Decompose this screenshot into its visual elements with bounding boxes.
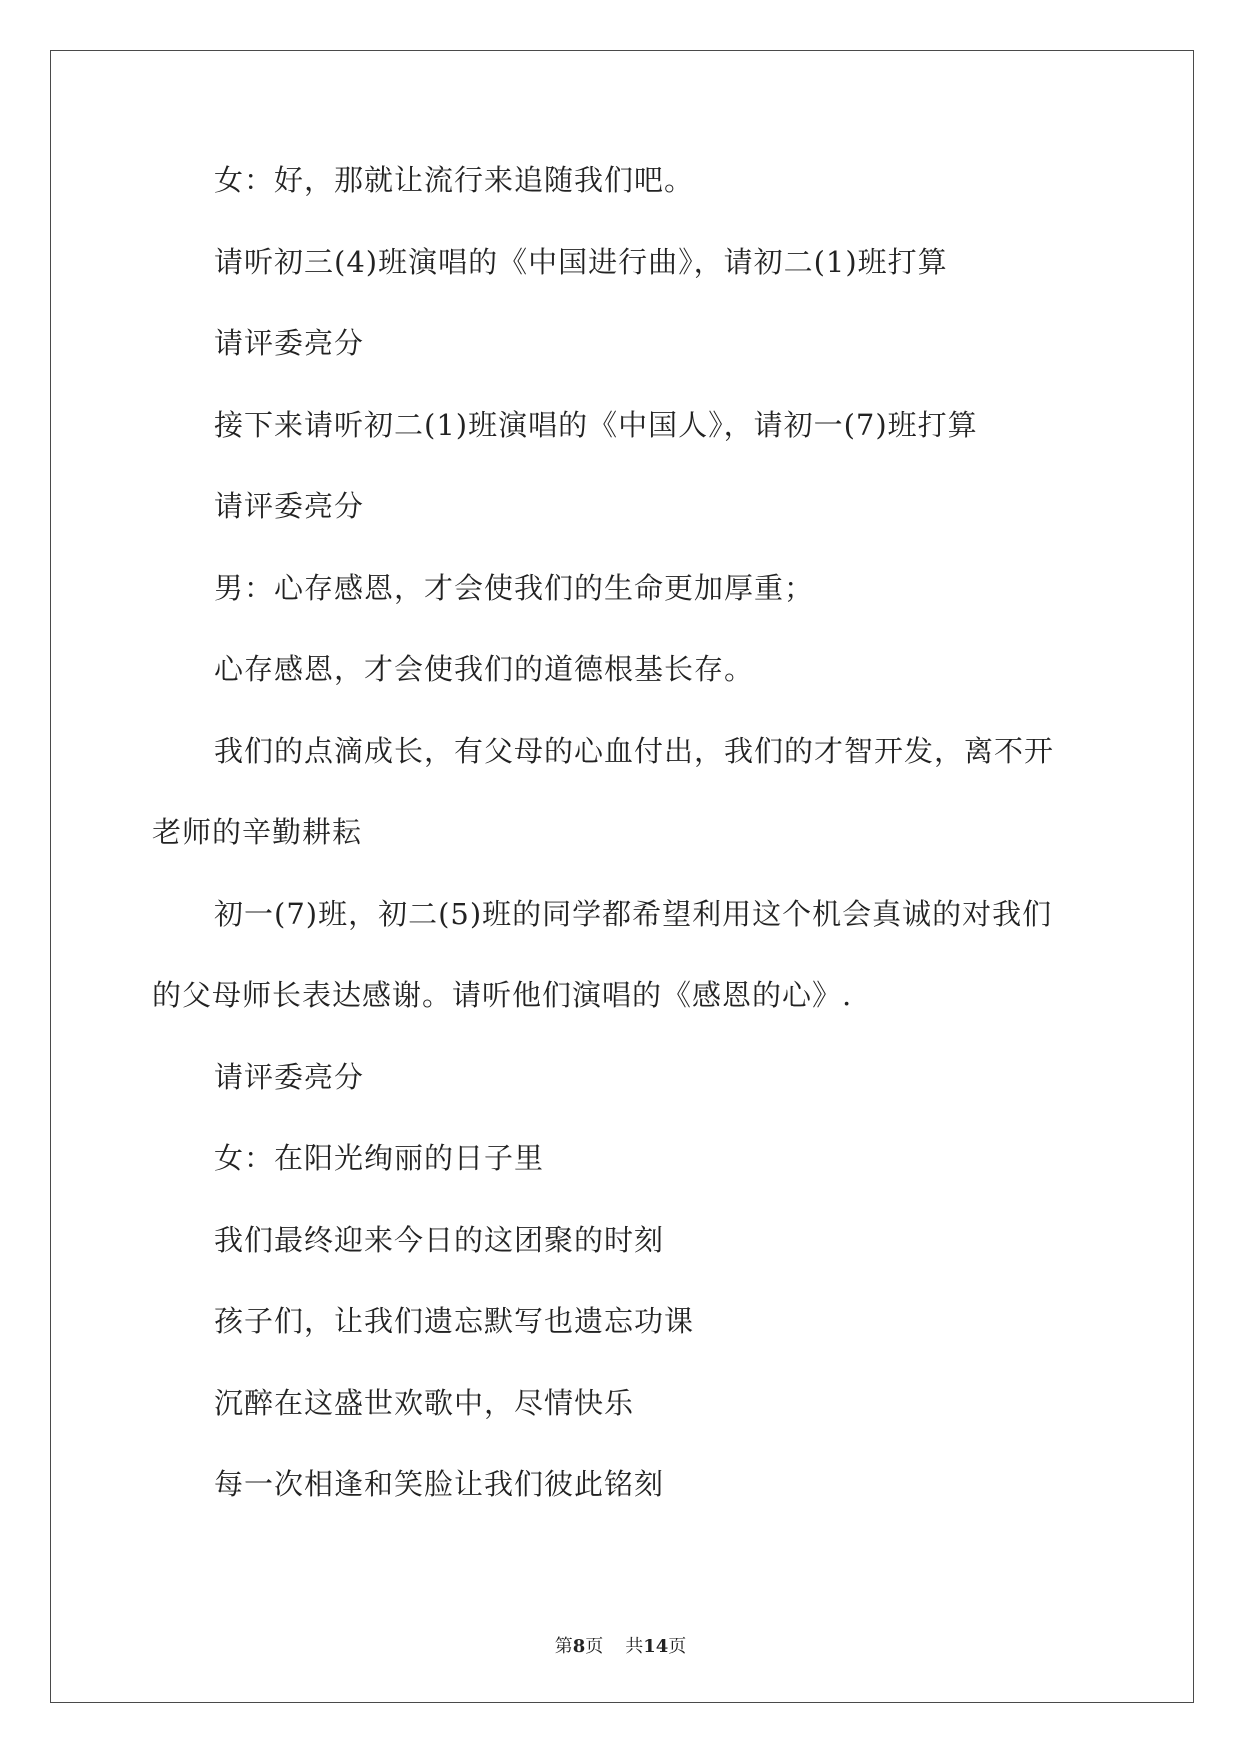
paragraph-line: 初一(7)班，初二(5)班的同学都希望利用这个机会真诚的对我们 bbox=[214, 896, 1053, 931]
paragraph-line: 接下来请听初二(1)班演唱的《中国人》，请初一(7)班打算 bbox=[214, 407, 978, 442]
footer-total-prefix: 共 bbox=[625, 1636, 644, 1657]
paragraph-line: 女：好，那就让流行来追随我们吧。 bbox=[214, 163, 695, 197]
page-footer bbox=[0, 1632, 1241, 1658]
paragraph-continuation: 的父母师长表达感谢。请听他们演唱的《感恩的心》. bbox=[152, 978, 853, 1012]
total-pages-number: 14 bbox=[643, 1636, 669, 1657]
paragraph-line: 请评委亮分 bbox=[214, 1059, 365, 1094]
paragraph-line: 沉醉在这盛世欢歌中，尽情快乐 bbox=[214, 1385, 635, 1420]
footer-page-suffix: 页 bbox=[585, 1636, 604, 1657]
paragraph-line: 请评委亮分 bbox=[214, 326, 365, 360]
paragraph-line: 孩子们，让我们遗忘默写也遗忘功课 bbox=[214, 1304, 695, 1338]
paragraph-line: 每一次相逢和笑脸让我们彼此铭刻 bbox=[214, 1467, 665, 1501]
paragraph-line: 我们的点滴成长，有父母的心血付出，我们的才智开发，离不开 bbox=[214, 733, 1055, 768]
paragraph-line: 心存感恩，才会使我们的道德根基长存。 bbox=[214, 652, 755, 686]
paragraph-line: 女：在阳光绚丽的日子里 bbox=[214, 1141, 545, 1175]
paragraph-continuation: 老师的辛勤耕耘 bbox=[152, 815, 363, 849]
footer-prefix: 第 bbox=[554, 1636, 573, 1657]
paragraph-line: 我们最终迎来今日的这团聚的时刻 bbox=[214, 1222, 665, 1257]
paragraph-line: 男：心存感恩，才会使我们的生命更加厚重； bbox=[214, 570, 815, 605]
paragraph-line: 请听初三(4)班演唱的《中国进行曲》，请初二(1)班打算 bbox=[214, 244, 948, 279]
current-page-number: 8 bbox=[572, 1636, 586, 1657]
document-body bbox=[152, 160, 1092, 1546]
paragraph-line: 请评委亮分 bbox=[214, 489, 365, 523]
footer-total-suffix: 页 bbox=[668, 1636, 687, 1657]
